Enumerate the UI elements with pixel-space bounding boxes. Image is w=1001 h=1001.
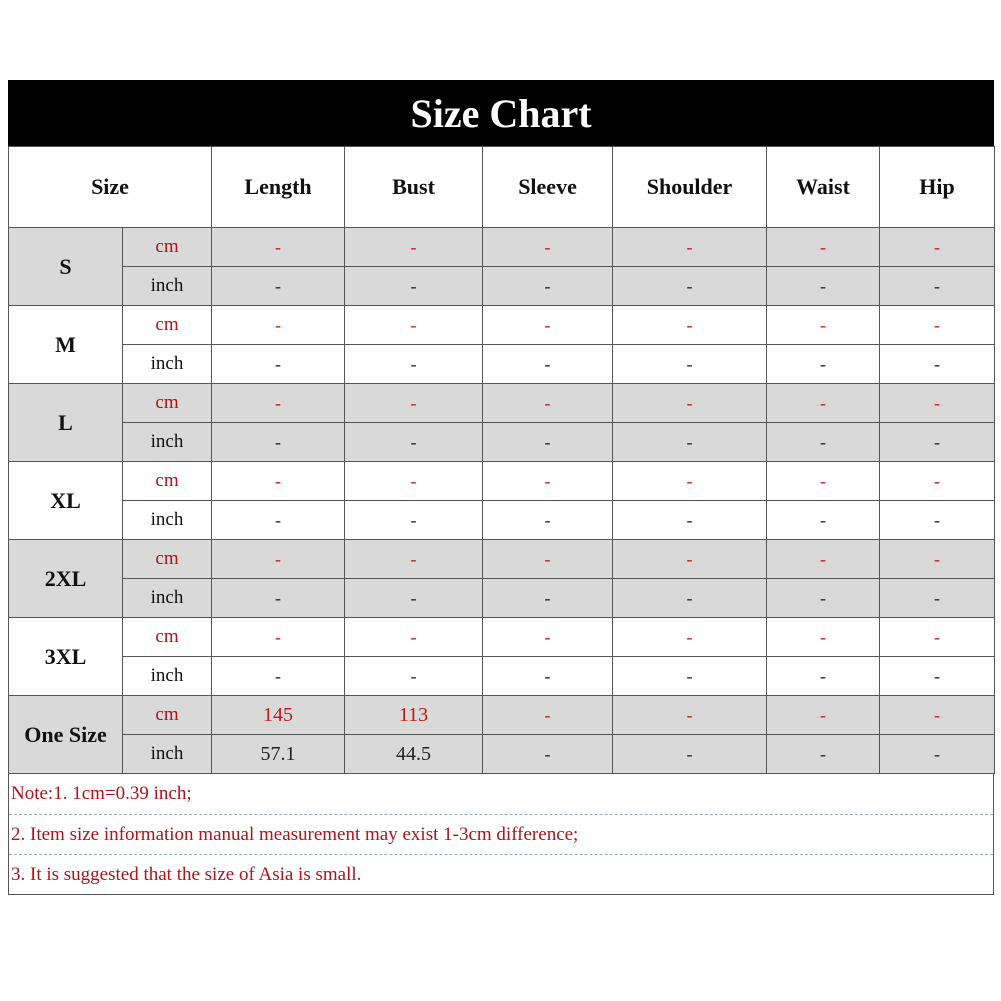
- header-row: [9, 147, 995, 228]
- measurement-cell: -: [345, 345, 483, 384]
- size-row-xl-cm: [9, 462, 995, 501]
- header-size: Size: [9, 147, 212, 228]
- unit-label-inch: inch: [123, 579, 212, 618]
- measurement-cell: -: [212, 423, 345, 462]
- measurement-cell: -: [483, 540, 613, 579]
- measurement-cell: -: [212, 462, 345, 501]
- measurement-cell: -: [613, 735, 767, 774]
- measurement-cell: -: [880, 657, 995, 696]
- measurement-cell: -: [345, 384, 483, 423]
- measurement-cell: -: [212, 345, 345, 384]
- note-1: Note:1. 1cm=0.39 inch;: [11, 783, 192, 804]
- unit-label-cm: cm: [123, 618, 212, 657]
- header-sleeve: Sleeve: [483, 147, 613, 228]
- size-table: [8, 146, 995, 774]
- measurement-cell: 145: [212, 696, 345, 735]
- measurement-cell: -: [613, 579, 767, 618]
- measurement-cell: -: [880, 345, 995, 384]
- size-row-l-cm: [9, 384, 995, 423]
- measurement-cell: 113: [345, 696, 483, 735]
- measurement-cell: -: [345, 267, 483, 306]
- measurement-cell: -: [613, 618, 767, 657]
- unit-label-cm: cm: [123, 540, 212, 579]
- measurement-cell: -: [613, 657, 767, 696]
- measurement-cell: -: [880, 462, 995, 501]
- size-label: M: [9, 306, 123, 384]
- measurement-cell: -: [483, 579, 613, 618]
- measurement-cell: -: [345, 579, 483, 618]
- measurement-cell: -: [767, 579, 880, 618]
- measurement-cell: -: [613, 540, 767, 579]
- measurement-cell: -: [483, 306, 613, 345]
- notes-section: [8, 774, 994, 895]
- measurement-cell: -: [767, 618, 880, 657]
- measurement-cell: -: [880, 228, 995, 267]
- size-label: L: [9, 384, 123, 462]
- size-row-one-size-inch: [9, 735, 995, 774]
- measurement-cell: 57.1: [212, 735, 345, 774]
- measurement-cell: -: [483, 423, 613, 462]
- measurement-cell: -: [767, 501, 880, 540]
- measurement-cell: -: [345, 501, 483, 540]
- size-label: 3XL: [9, 618, 123, 696]
- measurement-cell: -: [880, 618, 995, 657]
- measurement-cell: -: [345, 423, 483, 462]
- size-row-2xl-inch: [9, 579, 995, 618]
- measurement-cell: -: [483, 228, 613, 267]
- measurement-cell: -: [767, 735, 880, 774]
- unit-label-inch: inch: [123, 657, 212, 696]
- unit-label-cm: cm: [123, 462, 212, 501]
- measurement-cell: -: [880, 696, 995, 735]
- header-shoulder: Shoulder: [613, 147, 767, 228]
- unit-label-cm: cm: [123, 306, 212, 345]
- size-row-3xl-cm: [9, 618, 995, 657]
- measurement-cell: -: [613, 267, 767, 306]
- size-row-s-cm: [9, 228, 995, 267]
- size-row-one-size-cm: [9, 696, 995, 735]
- size-row-m-inch: [9, 345, 995, 384]
- header-waist: Waist: [767, 147, 880, 228]
- unit-label-cm: cm: [123, 696, 212, 735]
- header-bust: Bust: [345, 147, 483, 228]
- measurement-cell: -: [613, 384, 767, 423]
- header-hip: Hip: [880, 147, 995, 228]
- measurement-cell: -: [483, 501, 613, 540]
- measurement-cell: -: [212, 540, 345, 579]
- measurement-cell: -: [483, 267, 613, 306]
- measurement-cell: -: [483, 618, 613, 657]
- measurement-cell: -: [345, 618, 483, 657]
- size-row-l-inch: [9, 423, 995, 462]
- measurement-cell: -: [483, 384, 613, 423]
- measurement-cell: -: [613, 462, 767, 501]
- size-row-m-cm: [9, 306, 995, 345]
- measurement-cell: -: [345, 462, 483, 501]
- header-length: Length: [212, 147, 345, 228]
- measurement-cell: -: [767, 345, 880, 384]
- measurement-cell: -: [345, 306, 483, 345]
- measurement-cell: -: [767, 696, 880, 735]
- note-3: 3. It is suggested that the size of Asia is small.: [9, 854, 993, 894]
- measurement-cell: -: [880, 579, 995, 618]
- measurement-cell: -: [880, 501, 995, 540]
- unit-label-inch: inch: [123, 345, 212, 384]
- measurement-cell: -: [880, 540, 995, 579]
- measurement-cell: -: [767, 228, 880, 267]
- measurement-cell: -: [212, 228, 345, 267]
- unit-label-inch: inch: [123, 501, 212, 540]
- measurement-cell: -: [613, 501, 767, 540]
- measurement-cell: -: [613, 696, 767, 735]
- measurement-cell: -: [767, 267, 880, 306]
- size-label: XL: [9, 462, 123, 540]
- measurement-cell: -: [345, 228, 483, 267]
- size-row-s-inch: [9, 267, 995, 306]
- measurement-cell: -: [880, 423, 995, 462]
- measurement-cell: -: [345, 540, 483, 579]
- measurement-cell: -: [212, 267, 345, 306]
- measurement-cell: 44.5: [345, 735, 483, 774]
- measurement-cell: -: [483, 462, 613, 501]
- size-row-3xl-inch: [9, 657, 995, 696]
- measurement-cell: -: [880, 735, 995, 774]
- unit-label-cm: cm: [123, 384, 212, 423]
- chart-title: Size Chart: [8, 80, 994, 146]
- measurement-cell: -: [767, 384, 880, 423]
- measurement-cell: -: [767, 306, 880, 345]
- measurement-cell: -: [483, 735, 613, 774]
- measurement-cell: -: [212, 306, 345, 345]
- measurement-cell: -: [880, 384, 995, 423]
- size-label: One Size: [9, 696, 123, 774]
- unit-label-inch: inch: [123, 423, 212, 462]
- size-label: 2XL: [9, 540, 123, 618]
- measurement-cell: -: [613, 228, 767, 267]
- measurement-cell: -: [767, 462, 880, 501]
- measurement-cell: -: [483, 345, 613, 384]
- measurement-cell: -: [212, 579, 345, 618]
- size-table-body: [9, 228, 995, 774]
- measurement-cell: -: [767, 423, 880, 462]
- measurement-cell: -: [212, 501, 345, 540]
- note-2: 2. Item size information manual measurement may exist 1-3cm difference;: [9, 814, 993, 854]
- measurement-cell: -: [613, 423, 767, 462]
- size-row-2xl-cm: [9, 540, 995, 579]
- measurement-cell: -: [212, 618, 345, 657]
- measurement-cell: -: [767, 657, 880, 696]
- size-chart: [8, 80, 994, 895]
- measurement-cell: -: [212, 384, 345, 423]
- measurement-cell: -: [613, 306, 767, 345]
- measurement-cell: -: [483, 696, 613, 735]
- measurement-cell: -: [613, 345, 767, 384]
- measurement-cell: -: [345, 657, 483, 696]
- measurement-cell: -: [880, 306, 995, 345]
- size-label: S: [9, 228, 123, 306]
- unit-label-inch: inch: [123, 267, 212, 306]
- unit-label-inch: inch: [123, 735, 212, 774]
- measurement-cell: -: [483, 657, 613, 696]
- measurement-cell: -: [212, 657, 345, 696]
- unit-label-cm: cm: [123, 228, 212, 267]
- measurement-cell: -: [767, 540, 880, 579]
- measurement-cell: -: [880, 267, 995, 306]
- size-row-xl-inch: [9, 501, 995, 540]
